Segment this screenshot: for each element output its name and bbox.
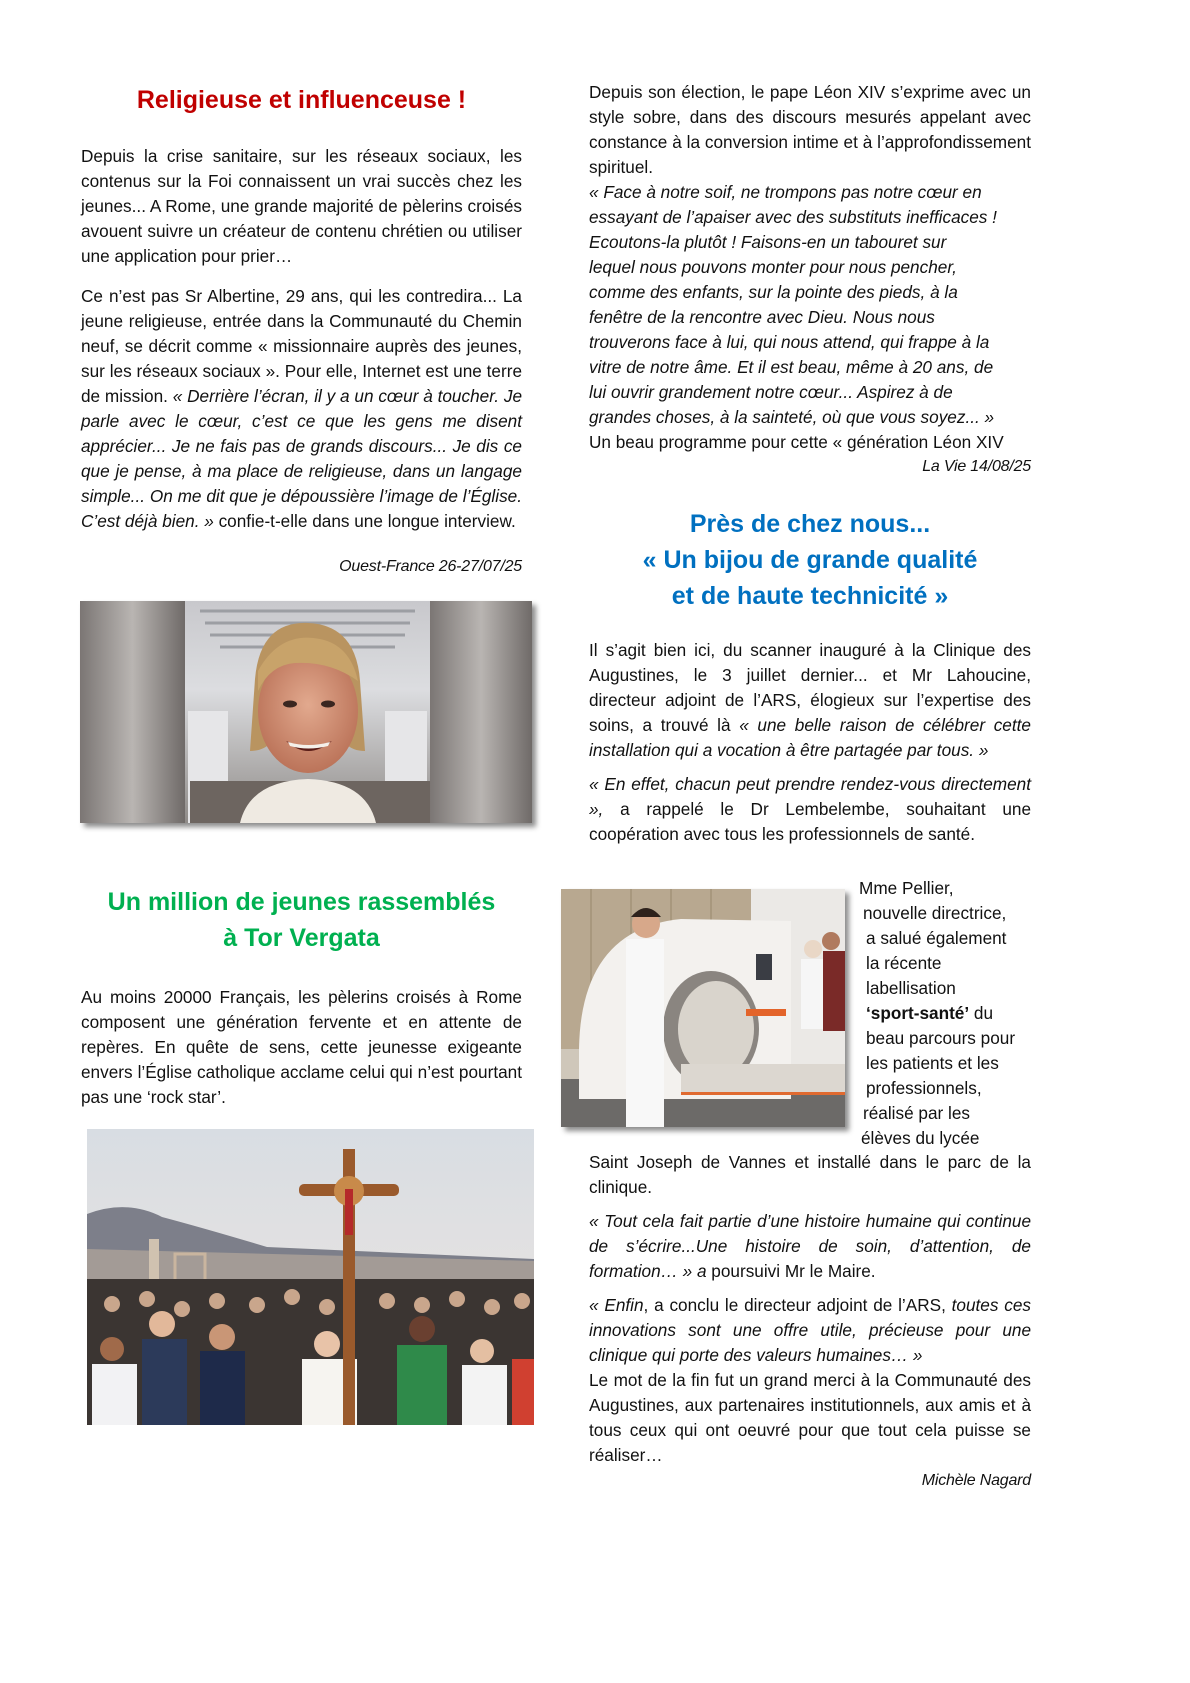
quote-line: essayant de l’apaiser avec des substituts inefficaces ! <box>589 207 997 227</box>
quote-line: « Face à notre soif, ne trompons pas notre cœur en <box>589 182 982 202</box>
quote-line: comme des enfants, sur la pointe des pieds, à la <box>589 282 958 302</box>
quote-line: Ecoutons-la plutôt ! Faisons-en un tabouret sur <box>589 232 947 252</box>
quote-line: fenêtre de la rencontre avec Dieu. Nous nous <box>589 307 935 327</box>
article4-title-line2: « Un bijou de grande qualité <box>642 546 978 574</box>
article4-para2-text: a rappelé le Dr Lembelembe, souhaitant une coopération avec tous les professionnels de santé. <box>589 799 1031 844</box>
article4-para2-quote: « En effet, chacun peut prendre rendez-vous directement », <box>589 774 1031 819</box>
article1-quote: « Derrière l’écran, il y a un cœur à toucher. Je parle avec le cœur, c’est ce que les gens me disent apprécier... Je ne fais pas de grands discours... Je dis ce que je pense, à ma place de religieuse, dans un langage simple... On me dit que je dépoussière l’image de l’Église. C’est déjà bien. » <box>81 386 523 531</box>
article4-para6: Le mot de la fin fut un grand merci à la Communauté des Augustines, aux partenaires institutionnels, aux amis et à tous ceux qui ont oeuvré pour que tout cela puisse se réaliser… <box>589 1370 1031 1465</box>
wrap-line: réalisé par les <box>863 1103 970 1123</box>
article4-title-line1: Près de chez nous... <box>689 510 931 538</box>
article4-para1-quote: « une belle raison de célébrer cette installation qui a vocation à être partagée par tous. » <box>589 715 1031 760</box>
article4-title <box>589 506 1031 614</box>
article3-source: La Vie 14/08/25 <box>922 458 1031 475</box>
article3-para1: Depuis son élection, le pape Léon XIV s’exprime avec un style sobre, dans des discours mesurés appelant avec constance à la conversion intime et à l’approfondissement spirituel. <box>589 82 1031 177</box>
wrap-line: les patients et les <box>866 1053 999 1073</box>
quote-line: lui ouvrir grandement notre cœur... Aspirez à de <box>589 382 953 402</box>
article2-photo <box>87 1129 534 1425</box>
article4-author: Michèle Nagard <box>921 1472 1031 1489</box>
article1-para2 <box>81 284 522 534</box>
article4-wrap-text <box>859 876 1039 1151</box>
wrap-line: a salué également <box>866 928 1007 948</box>
article4-para1 <box>589 638 1031 763</box>
article1-photo <box>80 601 532 823</box>
article4-title-line3: et de haute technicité » <box>671 582 949 610</box>
wrap-line <box>859 1001 1039 1026</box>
article1-source: Ouest-France 26-27/07/25 <box>339 558 522 575</box>
ct-scanner-image <box>561 889 845 1127</box>
article1-para2-text: Ce n’est pas Sr Albertine, 29 ans, qui les contredira... La jeune religieuse, entrée dans la Communauté du Chemin neuf, se décrit comme « missionnaire auprès des jeunes, sur les réseaux sociaux ». Pour elle, Internet est une terre de mission. <box>81 286 522 406</box>
wrap-line: élèves du lycée <box>861 1128 980 1148</box>
article3-closing: Un beau programme pour cette « génération Léon XIV <box>589 432 1004 452</box>
article4-para4-text: poursuivi Mr le Maire. <box>706 1261 876 1281</box>
article4-para5-q1: « Enfin <box>589 1295 644 1315</box>
wrap-line: beau parcours pour <box>866 1028 1016 1048</box>
sport-sante-label: ‘sport-santé’ <box>866 1003 970 1023</box>
article4-photo <box>561 889 845 1127</box>
article1-para2-end: confie-t-elle dans une longue interview. <box>213 511 516 531</box>
article2-title-line2: à Tor Vergata <box>223 924 380 952</box>
wrap-line: Mme Pellier, <box>859 878 954 898</box>
nun-portrait-image <box>80 601 532 823</box>
article2-para1: Au moins 20000 Français, les pèlerins croisés à Rome composent une génération fervente et en attente de repères. En quête de sens, cette jeunesse exigeante envers l’Église catholique acclame celui qui n’est pourtant pas une ‘rock star’. <box>81 987 522 1107</box>
article3-quote <box>589 180 1039 430</box>
wrap-line: nouvelle directrice, <box>863 903 1007 923</box>
article1-para1: Depuis la crise sanitaire, sur les réseaux sociaux, les contenus sur la Foi connaissent un vrai succès chez les jeunes... A Rome, une grande majorité de pèlerins croisés avouent suivre un créateur de contenu chrétien ou utiliser une application pour prier… <box>81 146 522 266</box>
wrap-line: la récente <box>866 953 942 973</box>
article4-para4 <box>589 1209 1031 1284</box>
quote-line: grandes choses, à la sainteté, où que vous soyez... » <box>589 407 995 427</box>
wrap-line: professionnels, <box>866 1078 982 1098</box>
article2-title-line1: Un million de jeunes rassemblés <box>107 888 496 916</box>
article4-para5-text: , a conclu le directeur adjoint de l’ARS, <box>643 1295 952 1315</box>
article2-title <box>81 884 522 956</box>
article1-title: Religieuse et influenceuse ! <box>136 86 467 114</box>
article4-para4-quote: « Tout cela fait partie d’une histoire humaine qui continue de s’écrire...Une histoire de soin, d’attention, de formation… » a <box>589 1211 1031 1281</box>
tor-vergata-crowd-image <box>87 1129 534 1425</box>
article4-para1-text: Il s’agit bien ici, du scanner inauguré à la Clinique des Augustines, le 3 juillet dernier... et Mr Lahoucine, directeur adjoint de l’ARS, élogieux sur l’expertise des soins, a trouvé là <box>589 640 1031 735</box>
article4-para3: Saint Joseph de Vannes et installé dans le parc de la clinique. <box>589 1152 1031 1197</box>
quote-line: lequel nous pouvons monter pour nous pencher, <box>589 257 957 277</box>
article4-para5 <box>589 1293 1031 1368</box>
wrap-line: labellisation <box>866 978 956 998</box>
quote-line: vitre de notre âme. Et il est beau, même à 20 ans, de <box>589 357 994 377</box>
article4-para2 <box>589 772 1031 847</box>
quote-line: trouverons face à lui, qui nous attend, qui frappe à la <box>589 332 990 352</box>
wrap-line-end: du <box>969 1003 994 1023</box>
article4-para5-q2: toutes ces innovations sont une offre utile, précieuse pour une clinique qui porte des valeurs humaines… » <box>589 1295 1031 1365</box>
